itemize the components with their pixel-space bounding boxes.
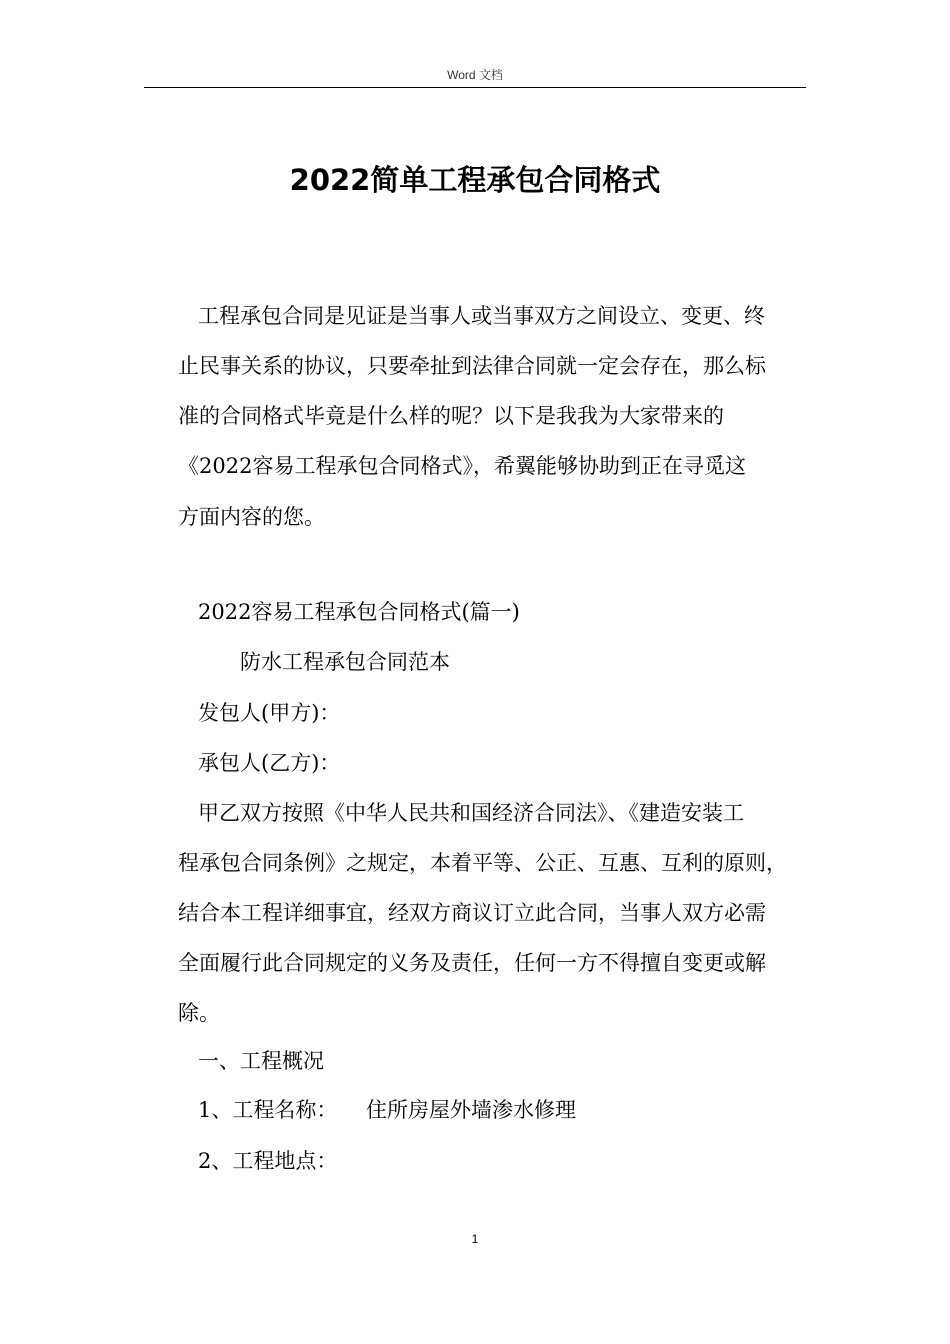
- body-line: 结合本工程详细事宜，经双方商议订立此合同，当事人双方必需: [178, 901, 766, 925]
- party-a-label: 发包人(甲方)：: [198, 701, 341, 725]
- contract-subtitle: 防水工程承包合同范本: [240, 650, 450, 674]
- intro-line: 《2022容易工程承包合同格式》，希翼能够协助到正在寻觅这: [178, 454, 746, 478]
- body-line: 除。: [178, 1001, 220, 1025]
- section-heading: 2022容易工程承包合同格式(篇一): [198, 600, 520, 624]
- document-title: 2022简单工程承包合同格式: [289, 163, 661, 197]
- item-label: 1、工程名称：: [198, 1098, 338, 1122]
- page-header: Word 文档: [447, 68, 503, 82]
- intro-line: 工程承包合同是见证是当事人或当事双方之间设立、变更、终: [198, 304, 765, 328]
- body-line: 甲乙双方按照《中华人民共和国经济合同法》、《建造安装工: [198, 801, 744, 825]
- clause-heading: 一、工程概况: [198, 1049, 324, 1073]
- body-line: 程承包合同条例》之规定，本着平等、公正、互惠、互利的原则，: [178, 851, 787, 875]
- party-b-label: 承包人(乙方)：: [198, 751, 341, 775]
- intro-line: 方面内容的您。: [178, 505, 325, 529]
- header-rule: [144, 87, 806, 88]
- intro-line: 止民事关系的协议，只要牵扯到法律合同就一定会存在，那么标: [178, 354, 766, 378]
- item-label: 2、工程地点：: [198, 1149, 338, 1173]
- body-line: 全面履行此合同规定的义务及责任，任何一方不得擅自变更或解: [178, 951, 766, 975]
- page-number: 1: [471, 1232, 479, 1246]
- item-value: 住所房屋外墙渗水修理: [366, 1098, 576, 1122]
- intro-line: 准的合同格式毕竟是什么样的呢？以下是我我为大家带来的: [178, 404, 724, 428]
